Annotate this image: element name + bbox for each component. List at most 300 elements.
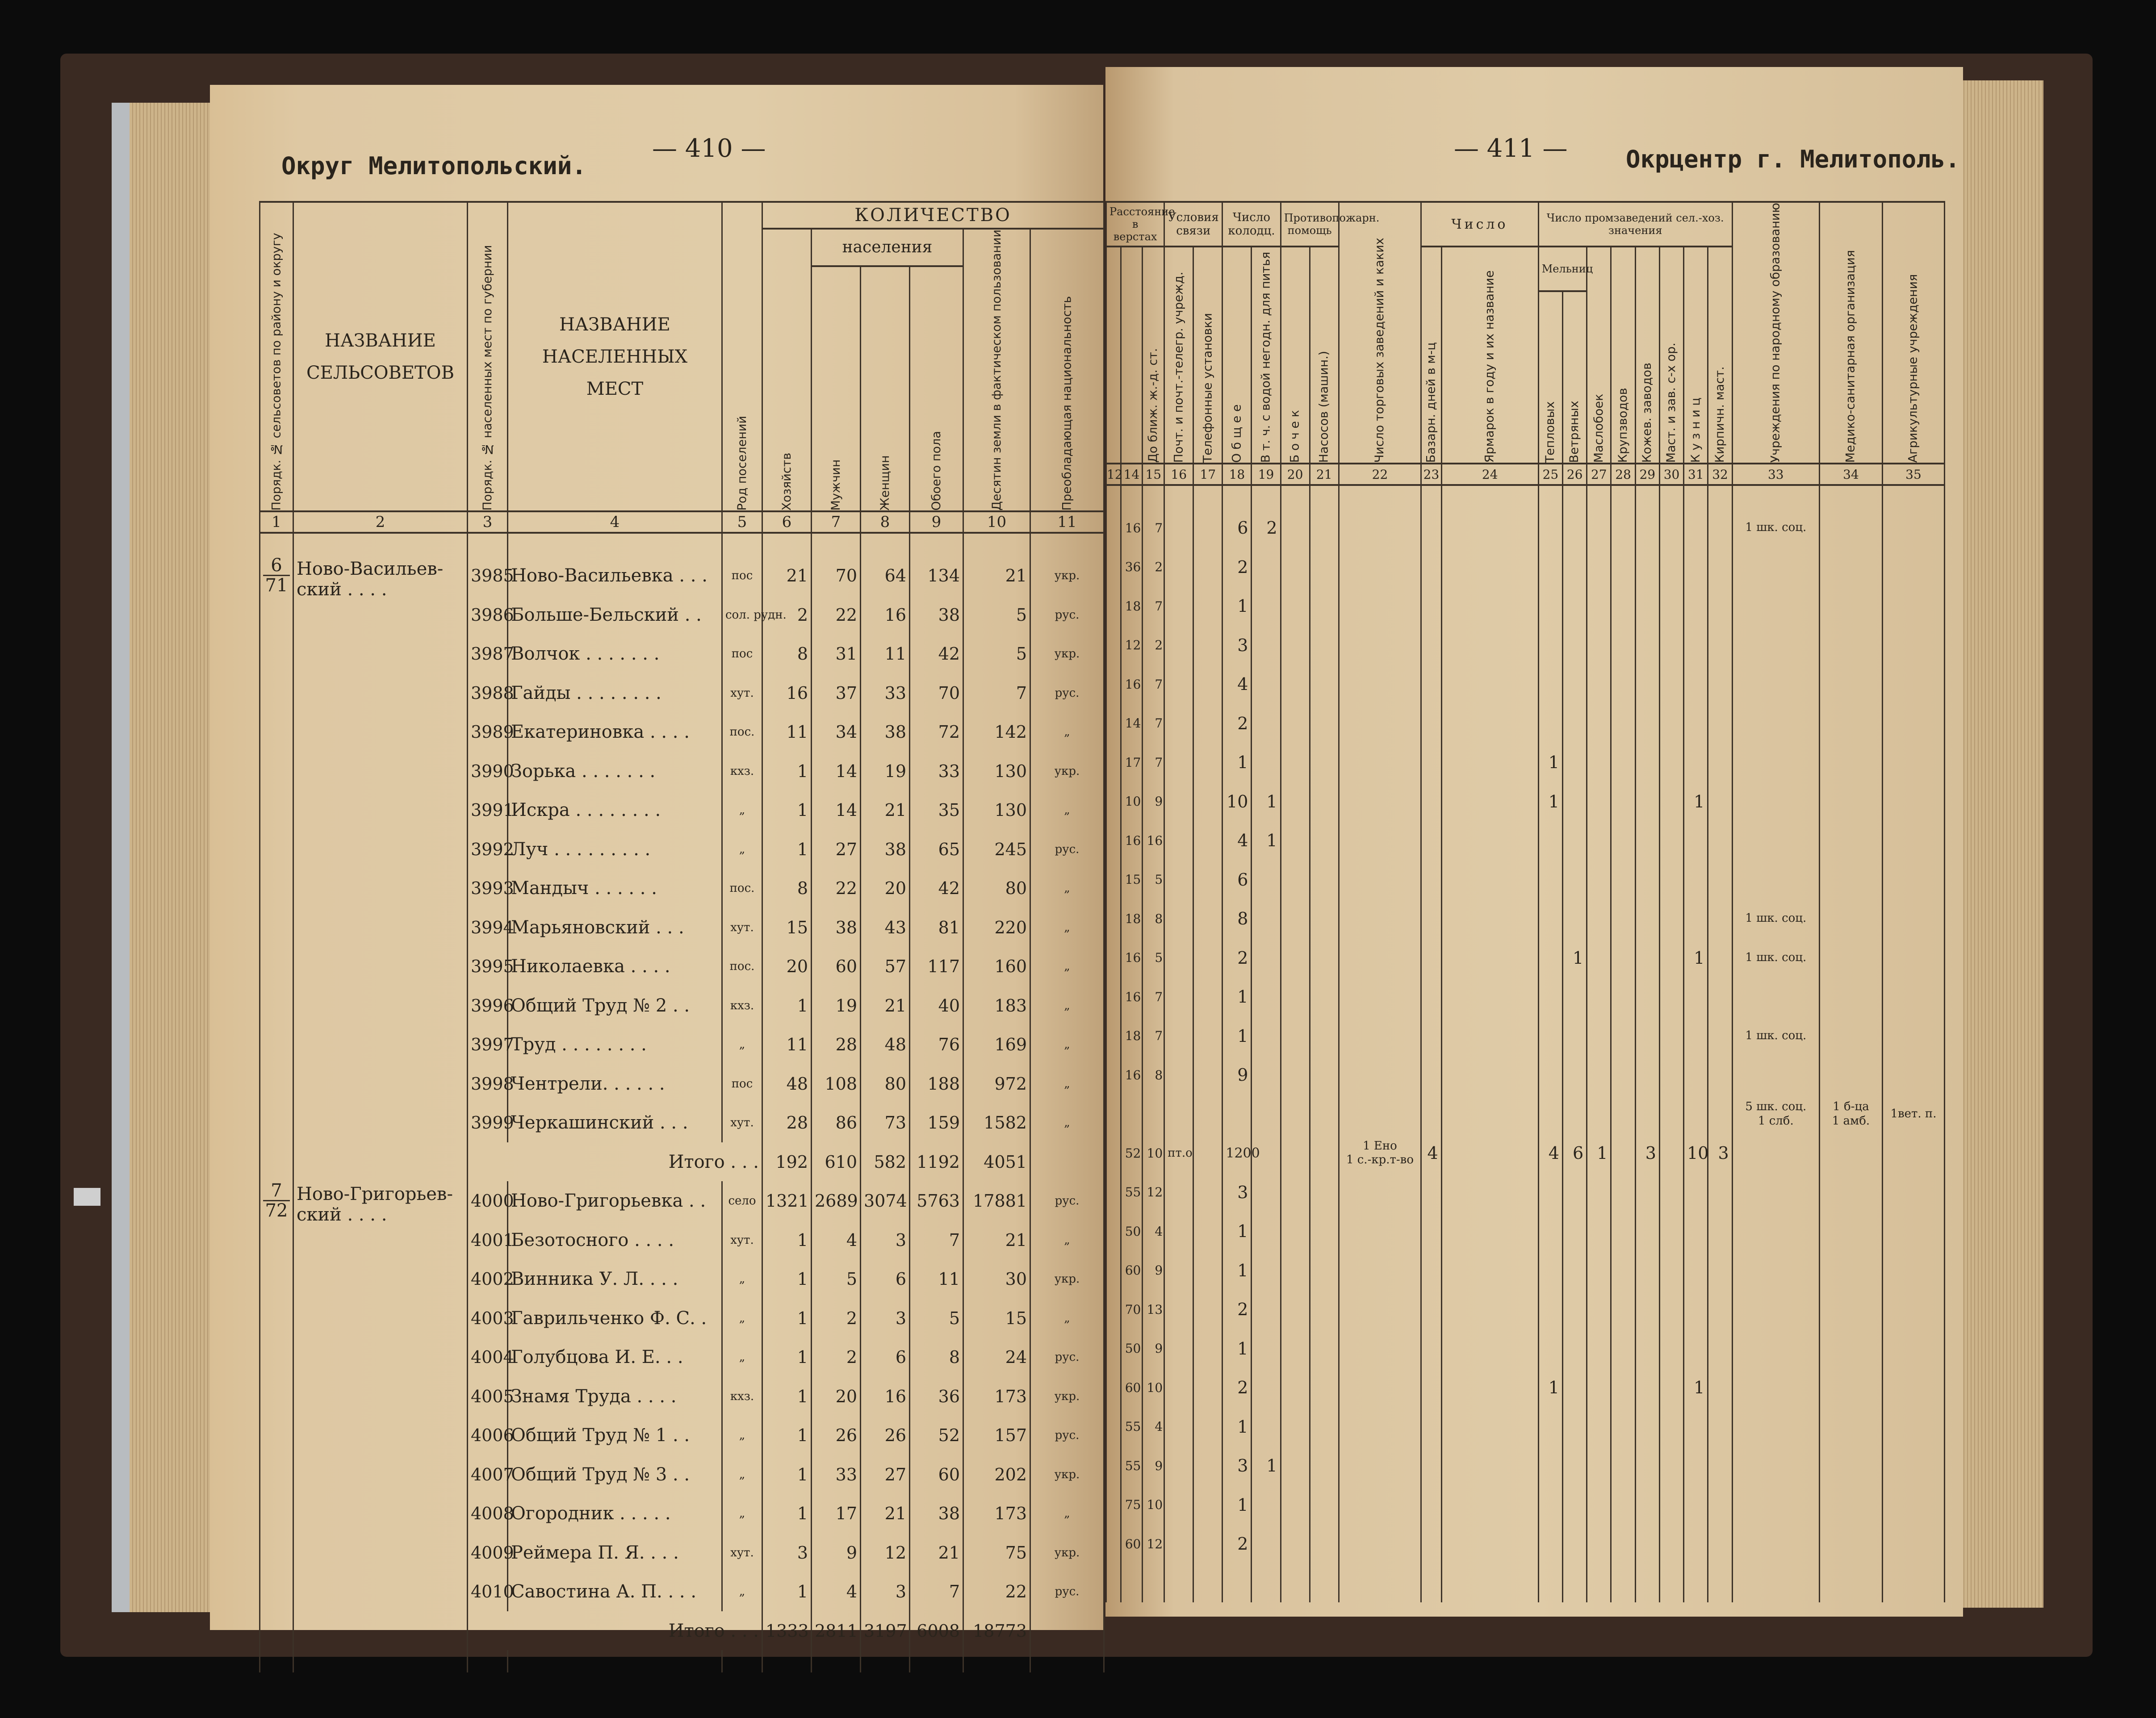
cell-c34 xyxy=(1819,860,1882,899)
cell-c26 xyxy=(1562,1290,1587,1329)
settlement-type: пос. xyxy=(722,712,762,752)
cell-c30 xyxy=(1659,743,1683,782)
hdr-c34: Медико-санитарная организация xyxy=(1819,202,1882,464)
table-row xyxy=(1106,899,1945,938)
col-number: 8 xyxy=(861,511,910,533)
spacer-cell xyxy=(1121,1563,1143,1603)
cell-c18: 1 xyxy=(1222,1485,1252,1525)
cell-c20 xyxy=(1281,1407,1310,1446)
cell-c16 xyxy=(1164,1016,1193,1056)
cell-c27 xyxy=(1587,899,1611,938)
cell-c17 xyxy=(1193,548,1222,587)
cell-c35 xyxy=(1882,1016,1944,1056)
place-name: Общий Труд № 3 . . xyxy=(508,1455,722,1494)
cell-c35 xyxy=(1882,1173,1944,1212)
cell-c35 xyxy=(1882,938,1944,978)
table-row xyxy=(1106,977,1945,1016)
cell-c31 xyxy=(1684,743,1708,782)
hdr-c15: До ближ. ж.-д. ст. xyxy=(1143,247,1164,464)
cell-c17 xyxy=(1193,626,1222,665)
cell-c17 xyxy=(1193,508,1222,548)
cell-c21 xyxy=(1310,1133,1339,1173)
cell-c18: 2 xyxy=(1222,704,1252,743)
cell-c27 xyxy=(1587,1524,1611,1563)
women: 80 xyxy=(861,1064,910,1104)
place-number: 3997 xyxy=(468,1025,508,1064)
cell-c33 xyxy=(1732,1524,1819,1563)
cell-c22 xyxy=(1339,1446,1421,1485)
nationality: рус. xyxy=(1030,673,1104,713)
spacer-cell xyxy=(508,1650,722,1672)
hdr-c5: Род поселений xyxy=(722,202,762,511)
land-area: 75 xyxy=(963,1533,1030,1572)
spacer-cell xyxy=(1193,485,1222,508)
cell-d2: 12 xyxy=(1143,1173,1164,1212)
cell-c26 xyxy=(1562,626,1587,665)
cell-c30 xyxy=(1659,821,1683,860)
cell-c18: 2 xyxy=(1222,548,1252,587)
place-number: 3993 xyxy=(468,869,508,908)
cell-c25 xyxy=(1538,665,1562,704)
land-area: 130 xyxy=(963,752,1030,791)
cell-c20 xyxy=(1281,1212,1310,1251)
households: 1 xyxy=(762,830,812,869)
cell-d2: 4 xyxy=(1143,1407,1164,1446)
place-name: Марьяновский . . . xyxy=(508,908,722,947)
total-population: 36 xyxy=(910,1377,963,1416)
col-number: 12 xyxy=(1106,464,1121,485)
cell-c29 xyxy=(1635,548,1659,587)
cell-d1: 55 xyxy=(1121,1407,1143,1446)
land-area: 80 xyxy=(963,869,1030,908)
cell-c26 xyxy=(1562,860,1587,899)
cell-c24 xyxy=(1441,1524,1538,1563)
cell-c30 xyxy=(1659,1173,1683,1212)
cell-c31 xyxy=(1684,548,1708,587)
cell-c18: 2 xyxy=(1222,1368,1252,1407)
cell-c30 xyxy=(1659,548,1683,587)
cell-c32 xyxy=(1708,821,1732,860)
cell-d2: 9 xyxy=(1143,1329,1164,1368)
table-row xyxy=(1106,1407,1945,1446)
households: 1 xyxy=(762,1377,812,1416)
cell-c24 xyxy=(1441,1485,1538,1525)
cell-d1: 16 xyxy=(1121,508,1143,548)
households: 1 xyxy=(762,1259,812,1299)
cell-c16 xyxy=(1164,1446,1193,1485)
settlement-type: пос. xyxy=(722,869,762,908)
cell-c25 xyxy=(1538,1055,1562,1095)
cell-c26 xyxy=(1562,821,1587,860)
cell-c19: 2 xyxy=(1252,508,1281,548)
spacer-cell xyxy=(1281,485,1310,508)
land-area: 142 xyxy=(963,712,1030,752)
households: 20 xyxy=(762,947,812,986)
cell-c32 xyxy=(1708,1290,1732,1329)
cell-c34 xyxy=(1819,548,1882,587)
total-population: 42 xyxy=(910,634,963,673)
households: 1 xyxy=(762,986,812,1025)
men: 14 xyxy=(812,752,861,791)
men: 19 xyxy=(812,986,861,1025)
women: 48 xyxy=(861,1025,910,1064)
table-row xyxy=(260,556,1104,595)
women: 38 xyxy=(861,830,910,869)
cell-c25 xyxy=(1538,977,1562,1016)
cell-c30 xyxy=(1659,899,1683,938)
cell-c35 xyxy=(1882,1055,1944,1095)
cell-c18: 1200 xyxy=(1222,1133,1252,1173)
men: 108 xyxy=(812,1064,861,1104)
total-population: 38 xyxy=(910,1494,963,1533)
cell-c29 xyxy=(1635,1368,1659,1407)
cell-c20 xyxy=(1281,626,1310,665)
cell-c25 xyxy=(1538,1524,1562,1563)
cell-c23 xyxy=(1421,1446,1442,1485)
cell-c26 xyxy=(1562,899,1587,938)
cell-d2: 7 xyxy=(1143,704,1164,743)
cell-c22 xyxy=(1339,1485,1421,1525)
cell-d2: 13 xyxy=(1143,1290,1164,1329)
cell-c18: 9 xyxy=(1222,1055,1252,1095)
hdr-c24: Ярмарок в году и их название xyxy=(1441,247,1538,464)
cell-c27 xyxy=(1587,1055,1611,1095)
cell-x0 xyxy=(1106,1407,1121,1446)
cell-c19 xyxy=(1252,938,1281,978)
table-row xyxy=(1106,1368,1945,1407)
left-table xyxy=(259,201,1105,1672)
cell-c28 xyxy=(1611,548,1635,587)
cell-c34 xyxy=(1819,1407,1882,1446)
place-name: Общий Труд № 1 . . xyxy=(508,1416,722,1455)
households: 48 xyxy=(762,1064,812,1104)
cell-c18: 1 xyxy=(1222,1016,1252,1056)
cell-c24 xyxy=(1441,782,1538,821)
table-row xyxy=(1106,782,1945,821)
place-name: Безотосного . . . . xyxy=(508,1221,722,1260)
cell-c33 xyxy=(1732,821,1819,860)
land-area: 160 xyxy=(963,947,1030,986)
cell-c35 xyxy=(1882,626,1944,665)
settlement-type: пос xyxy=(722,634,762,673)
cell-c29 xyxy=(1635,1329,1659,1368)
spacer-cell xyxy=(1421,1563,1442,1603)
col-number: 34 xyxy=(1819,464,1882,485)
col-number: 35 xyxy=(1882,464,1944,485)
cell-c25 xyxy=(1538,1407,1562,1446)
place-name: Труд . . . . . . . . xyxy=(508,1025,722,1064)
total-population: 52 xyxy=(910,1416,963,1455)
cell-c33 xyxy=(1732,782,1819,821)
table-row xyxy=(1106,1095,1945,1134)
cell-c17 xyxy=(1193,1133,1222,1173)
cell-c30 xyxy=(1659,626,1683,665)
spacer-cell xyxy=(1310,1563,1339,1603)
spacer-cell xyxy=(1819,1563,1882,1603)
cell-c25 xyxy=(1538,1212,1562,1251)
table-row xyxy=(1106,1524,1945,1563)
hdr-fire-group: Противопожарн. помощь xyxy=(1281,202,1339,247)
cell-c34 xyxy=(1819,977,1882,1016)
cell-c16 xyxy=(1164,1173,1193,1212)
cell-c31 xyxy=(1684,1055,1708,1095)
cell-c28 xyxy=(1611,1173,1635,1212)
men: 34 xyxy=(812,712,861,752)
land-area: 24 xyxy=(963,1338,1030,1377)
men: 2689 xyxy=(812,1181,861,1221)
cell-c21 xyxy=(1310,508,1339,548)
cell-c20 xyxy=(1281,508,1310,548)
men: 4 xyxy=(812,1572,861,1611)
settlement-type: кхз. xyxy=(722,1377,762,1416)
settlement-type: „ xyxy=(722,1259,762,1299)
place-number: 4004 xyxy=(468,1338,508,1377)
cell-c24 xyxy=(1441,1290,1538,1329)
cell-c34 xyxy=(1819,508,1882,548)
place-name: Винника У. Л. . . . xyxy=(508,1259,722,1299)
land-area: 169 xyxy=(963,1025,1030,1064)
right-page xyxy=(1105,67,1963,1617)
cell-d2: 9 xyxy=(1143,1251,1164,1290)
households: 1 xyxy=(762,790,812,830)
cell-c25 xyxy=(1538,1485,1562,1525)
right-table xyxy=(1105,201,1945,1602)
cell-c32 xyxy=(1708,626,1732,665)
place-name: Луч . . . . . . . . . xyxy=(508,830,722,869)
council-order-cell xyxy=(260,556,293,1181)
spacer-cell xyxy=(1281,1563,1310,1603)
cell-c24 xyxy=(1441,1133,1538,1173)
land-area: 1582 xyxy=(963,1103,1030,1142)
land-area: 245 xyxy=(963,830,1030,869)
settlement-type: пос xyxy=(722,556,762,595)
cell-c32 xyxy=(1708,977,1732,1016)
cell-c25 xyxy=(1538,1251,1562,1290)
cell-c17 xyxy=(1193,1446,1222,1485)
cell-c31: 1 xyxy=(1684,1368,1708,1407)
cell-c25 xyxy=(1538,704,1562,743)
bookmark-tab xyxy=(74,1188,100,1206)
cell-c22: 1 Ено 1 с.-кр.т-во xyxy=(1339,1133,1421,1173)
cell-c35 xyxy=(1882,1446,1944,1485)
men: 37 xyxy=(812,673,861,713)
place-number: 3992 xyxy=(468,830,508,869)
cell-c30 xyxy=(1659,1368,1683,1407)
cell-c29 xyxy=(1635,1485,1659,1525)
cell-c27 xyxy=(1587,548,1611,587)
spacer-cell xyxy=(508,533,722,556)
cell-c21 xyxy=(1310,1524,1339,1563)
col-number: 1 xyxy=(260,511,293,533)
total-population: 33 xyxy=(910,752,963,791)
spacer-cell xyxy=(1121,485,1143,508)
households: 28 xyxy=(762,1103,812,1142)
cell-c21 xyxy=(1310,1485,1339,1525)
cell-c23 xyxy=(1421,860,1442,899)
cell-c33 xyxy=(1732,626,1819,665)
place-name: Больше-Бельский . . xyxy=(508,595,722,635)
cell-c31 xyxy=(1684,1173,1708,1212)
cell-c34 xyxy=(1819,821,1882,860)
men: 28 xyxy=(812,1025,861,1064)
women: 43 xyxy=(861,908,910,947)
cell-c21 xyxy=(1310,1407,1339,1446)
cell-c18: 3 xyxy=(1222,1173,1252,1212)
cell-c29 xyxy=(1635,1095,1659,1134)
cell-x0 xyxy=(1106,508,1121,548)
women: 57 xyxy=(861,947,910,986)
col-number: 30 xyxy=(1659,464,1683,485)
cell-c20 xyxy=(1281,1251,1310,1290)
cell-c25 xyxy=(1538,1446,1562,1485)
cell-c18: 1 xyxy=(1222,1407,1252,1446)
cell-c29 xyxy=(1635,1173,1659,1212)
cell-c18: 3 xyxy=(1222,626,1252,665)
households: 11 xyxy=(762,1025,812,1064)
col-number: 22 xyxy=(1339,464,1421,485)
cell-c33 xyxy=(1732,1290,1819,1329)
hdr-c27: Маслобоек xyxy=(1587,247,1611,464)
cell-x0 xyxy=(1106,704,1121,743)
households: 16 xyxy=(762,673,812,713)
col-number: 25 xyxy=(1538,464,1562,485)
nationality: рус. xyxy=(1030,1572,1104,1611)
cell-c20 xyxy=(1281,1524,1310,1563)
place-name: Савостина А. П. . . . xyxy=(508,1572,722,1611)
women: 21 xyxy=(861,1494,910,1533)
table-row xyxy=(1106,1446,1945,1485)
settlement-type: хут. xyxy=(722,908,762,947)
cell-c19 xyxy=(1252,743,1281,782)
women: 3 xyxy=(861,1299,910,1338)
cell-c23 xyxy=(1421,899,1442,938)
spacer-cell xyxy=(762,1650,812,1672)
cell-c30 xyxy=(1659,586,1683,626)
hdr-c16: Почт. и почт.-телегр. учрежд. xyxy=(1164,247,1193,464)
table-row xyxy=(260,1181,1104,1221)
cell-c24 xyxy=(1441,743,1538,782)
households: 1 xyxy=(762,1572,812,1611)
hdr-number-group: Число xyxy=(1421,202,1539,247)
cell-c27: 1 xyxy=(1587,1133,1611,1173)
cell-c17 xyxy=(1193,665,1222,704)
nationality: укр. xyxy=(1030,634,1104,673)
women: 11 xyxy=(861,634,910,673)
cell-c22 xyxy=(1339,586,1421,626)
cell-d2: 8 xyxy=(1143,899,1164,938)
cell-c16 xyxy=(1164,1329,1193,1368)
cell-c24 xyxy=(1441,1095,1538,1134)
cell-c16 xyxy=(1164,626,1193,665)
cell-c18: 2 xyxy=(1222,938,1252,978)
cell-c16 xyxy=(1164,743,1193,782)
cell-x0 xyxy=(1106,1055,1121,1095)
cell-c28 xyxy=(1611,508,1635,548)
hdr-c19: В т. ч. с водой негодн. для питья xyxy=(1252,247,1281,464)
cell-c21 xyxy=(1310,1095,1339,1134)
cell-x0 xyxy=(1106,1095,1121,1134)
women: 16 xyxy=(861,595,910,635)
place-number: 4002 xyxy=(468,1259,508,1299)
col-number: 32 xyxy=(1708,464,1732,485)
nationality: укр. xyxy=(1030,1533,1104,1572)
women: 16 xyxy=(861,1377,910,1416)
cell-c28 xyxy=(1611,1212,1635,1251)
cell-c22 xyxy=(1339,1368,1421,1407)
hdr-c21: Насосов (машин.) xyxy=(1310,247,1339,464)
cell-c22 xyxy=(1339,899,1421,938)
place-number: 4007 xyxy=(468,1455,508,1494)
cell-c19 xyxy=(1252,1524,1281,1563)
cell-x0 xyxy=(1106,1133,1121,1173)
place-name: Ново-Григорьевка . . xyxy=(508,1181,722,1221)
spacer-cell xyxy=(1339,1563,1421,1603)
settlement-type: „ xyxy=(722,790,762,830)
land-area: 30 xyxy=(963,1259,1030,1299)
cell-c18: 1 xyxy=(1222,977,1252,1016)
cell-c29 xyxy=(1635,1212,1659,1251)
right-table-body xyxy=(1106,485,1945,1602)
cell-c32 xyxy=(1708,586,1732,626)
place-name: Реймера П. Я. . . . xyxy=(508,1533,722,1572)
table-row xyxy=(1106,1251,1945,1290)
women: 20 xyxy=(861,869,910,908)
place-name: Знамя Труда . . . . xyxy=(508,1377,722,1416)
nationality: рус. xyxy=(1030,1181,1104,1221)
cell-c35 xyxy=(1882,1251,1944,1290)
cell-c23 xyxy=(1421,1368,1442,1407)
cell-c28 xyxy=(1611,626,1635,665)
cell-c33 xyxy=(1732,548,1819,587)
cell-c17 xyxy=(1193,1524,1222,1563)
cell-c32 xyxy=(1708,938,1732,978)
cell-c34 xyxy=(1819,665,1882,704)
cell-c16 xyxy=(1164,860,1193,899)
cell-c21 xyxy=(1310,548,1339,587)
hdr-c8: Женщин xyxy=(861,266,910,511)
cell-c26 xyxy=(1562,704,1587,743)
table-row xyxy=(1106,1290,1945,1329)
cell-d2: 2 xyxy=(1143,626,1164,665)
cell-c28 xyxy=(1611,1095,1635,1134)
cell-c26 xyxy=(1562,665,1587,704)
cell-d1: 16 xyxy=(1121,938,1143,978)
cell-c25 xyxy=(1538,1290,1562,1329)
cell-x0 xyxy=(1106,1446,1121,1485)
cell-d1: 18 xyxy=(1121,1016,1143,1056)
hdr-c17: Телефонные установки xyxy=(1193,247,1222,464)
settlement-type: хут. xyxy=(722,1533,762,1572)
place-number: 4009 xyxy=(468,1533,508,1572)
households: 1 xyxy=(762,1416,812,1455)
cell-c25 xyxy=(1538,1173,1562,1212)
cell-c34 xyxy=(1819,1173,1882,1212)
women: 6 xyxy=(861,1338,910,1377)
cell-c23 xyxy=(1421,821,1442,860)
cell-c29 xyxy=(1635,977,1659,1016)
cell-d2: 5 xyxy=(1143,860,1164,899)
place-number: 4006 xyxy=(468,1416,508,1455)
cell-c34 xyxy=(1819,938,1882,978)
cell-c22 xyxy=(1339,977,1421,1016)
cell-c27 xyxy=(1587,704,1611,743)
hdr-c31: К у з н и ц xyxy=(1684,247,1708,464)
men: 20 xyxy=(812,1377,861,1416)
col-number: 28 xyxy=(1611,464,1635,485)
cell-c23 xyxy=(1421,977,1442,1016)
cell-c28 xyxy=(1611,1407,1635,1446)
cell-c20 xyxy=(1281,586,1310,626)
